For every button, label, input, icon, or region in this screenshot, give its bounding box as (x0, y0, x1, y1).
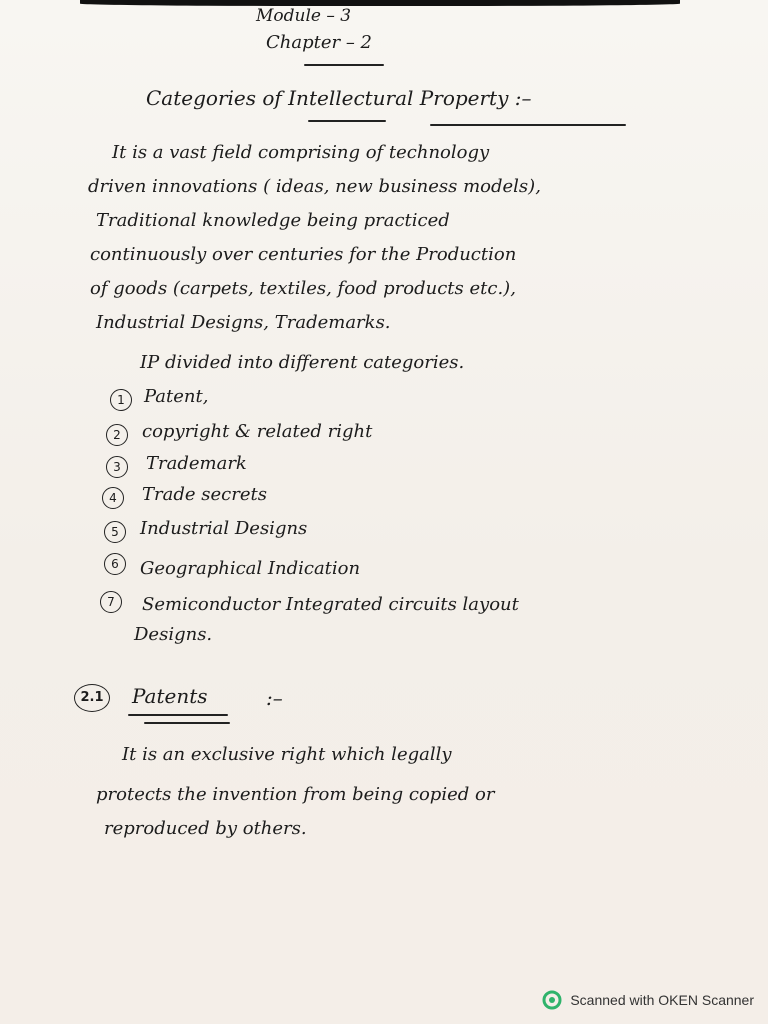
page-heading: Categories of Intellectural Property :– (146, 86, 532, 110)
intro-line: Traditional knowledge being practiced (96, 210, 450, 231)
category-item: Geographical Indication (140, 558, 361, 579)
category-number: 4 (102, 487, 124, 509)
section-title: Patents (132, 684, 208, 708)
section-underline (144, 722, 230, 724)
oken-scanner-logo-icon (542, 990, 562, 1010)
category-item-continuation: Designs. (134, 624, 213, 645)
section-line: protects the invention from being copied or (96, 784, 495, 805)
scanner-watermark-text: Scanned with OKEN Scanner (570, 992, 754, 1008)
section-title-suffix: :– (266, 686, 283, 710)
section-line: It is an exclusive right which legally (122, 744, 452, 765)
module-title: Module – 3 (256, 6, 352, 26)
category-item: Industrial Designs (140, 518, 308, 539)
scanner-watermark (542, 990, 754, 1010)
category-item: copyright & related right (142, 421, 373, 442)
category-number: 7 (100, 591, 122, 613)
category-number: 5 (104, 521, 126, 543)
heading-underline-right (430, 124, 626, 126)
heading-underline-left (308, 120, 386, 122)
category-number: 2 (106, 424, 128, 446)
category-item: Patent, (144, 386, 209, 407)
category-number: 1 (110, 389, 132, 411)
section-underline (128, 714, 228, 716)
category-number: 3 (106, 456, 128, 478)
category-item: Trade secrets (142, 484, 267, 505)
section-number: 2.1 (74, 684, 110, 712)
intro-line: continuously over centuries for the Production (90, 244, 517, 265)
chapter-title: Chapter – 2 (266, 32, 373, 53)
intro-line: of goods (carpets, textiles, food products etc.), (90, 278, 516, 299)
intro-line: It is a vast field comprising of technology (112, 142, 490, 163)
chapter-underline (304, 64, 384, 66)
section-line: reproduced by others. (104, 818, 307, 839)
category-number: 6 (104, 553, 126, 575)
categories-intro: IP divided into different categories. (140, 352, 465, 373)
intro-line: driven innovations ( ideas, new business models), (88, 176, 541, 197)
category-item: Trademark (146, 453, 247, 474)
page-top-shadow (80, 0, 680, 6)
intro-line: Industrial Designs, Trademarks. (96, 312, 391, 333)
category-item: Semiconductor Integrated circuits layout (142, 594, 519, 615)
